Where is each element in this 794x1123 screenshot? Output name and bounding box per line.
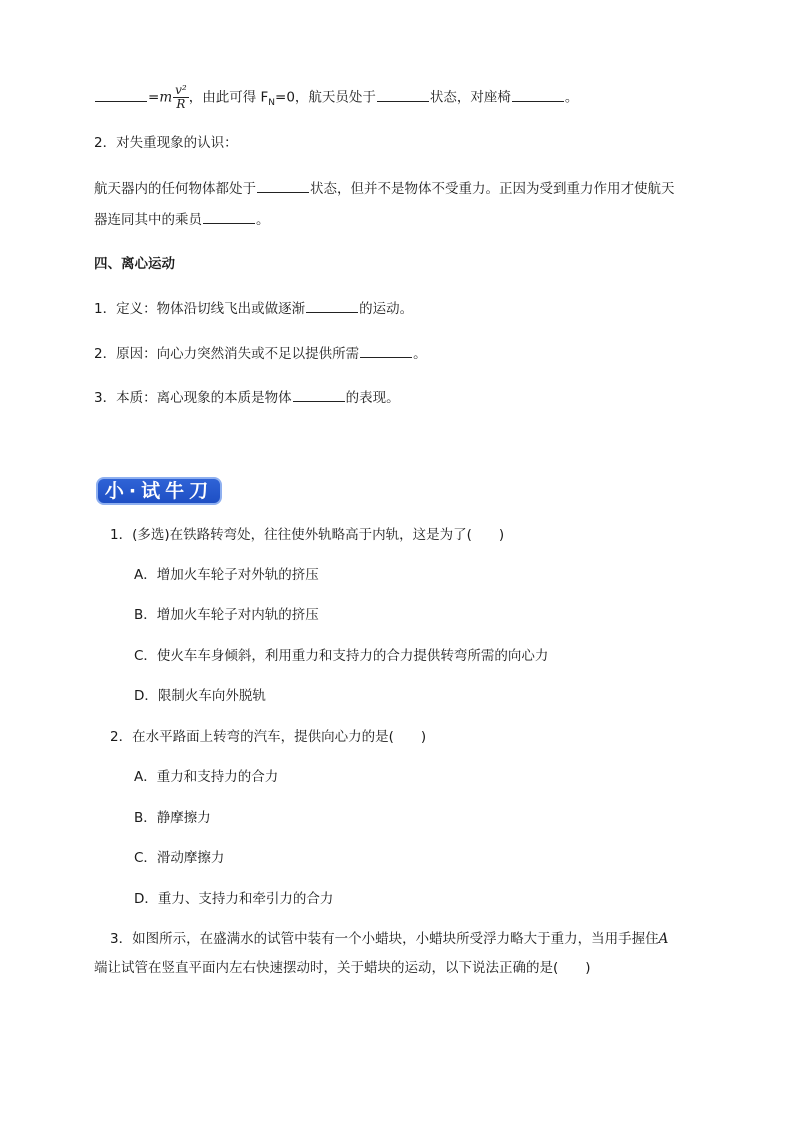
- practice-badge: 小·试牛刀: [96, 477, 222, 505]
- list-item-text: 的表现。: [345, 390, 400, 406]
- question-2-option-d[interactable]: D．重力、支持力和牵引力的合力: [134, 891, 334, 907]
- question-3-text: 3．如图所示，在盛满水的试管中装有一个小蜡块，小蜡块所受浮力略大于重力，当用手握住: [110, 931, 659, 947]
- answer-blank[interactable]: [257, 178, 309, 193]
- question-1-option-c[interactable]: C．使火车车身倾斜，利用重力和支持力的合力提供转弯所需的向心力: [134, 648, 549, 664]
- question-2-option-a[interactable]: A．重力和支持力的合力: [134, 769, 279, 785]
- list-item: [94, 387, 400, 408]
- question-2-option-b[interactable]: B．静摩擦力: [134, 810, 211, 826]
- point-label-a: A: [658, 931, 669, 947]
- paragraph-text: 。: [256, 212, 270, 228]
- paragraph-line: [94, 178, 675, 199]
- section-heading-weightlessness: 2．对失重现象的认识：: [94, 135, 238, 151]
- question-1-option-d[interactable]: D．限制火车向外脱轨: [134, 688, 266, 704]
- answer-blank[interactable]: [377, 87, 429, 102]
- fraction-denominator: R: [176, 97, 186, 111]
- section-heading-centrifugal: 四、离心运动: [94, 256, 175, 272]
- question-1-stem: 1．(多选)在铁路转弯处，往往使外轨略高于内轨，这是为了( ): [110, 527, 505, 543]
- list-item-text: 3．本质：离心现象的本质是物体: [94, 390, 292, 406]
- list-item-text: 1．定义：物体沿切线飞出或做逐渐: [94, 301, 306, 317]
- list-item: [94, 343, 427, 364]
- formula-text-1: ，由此可得 F: [188, 89, 269, 106]
- paragraph-text: 器连同其中的乘员: [94, 212, 202, 228]
- paragraph-text: 状态，但并不是物体不受重力。正因为受到重力作用才使航天: [310, 181, 675, 197]
- list-item: [94, 298, 413, 319]
- fraction-numerator: v²: [175, 83, 187, 97]
- formula-fraction: [173, 84, 189, 111]
- formula-text-3: 状态，对座椅: [429, 89, 511, 106]
- answer-blank[interactable]: [203, 209, 255, 224]
- question-3-stem-line-1: [110, 929, 668, 949]
- answer-blank[interactable]: [360, 343, 412, 358]
- paragraph-line: [94, 209, 270, 230]
- question-1-option-a[interactable]: A．增加火车轮子对外轨的挤压: [134, 567, 319, 583]
- question-3-stem-line-2: 端让试管在竖直平面内左右快速摆动时，关于蜡块的运动，以下说法正确的是( ): [94, 960, 591, 976]
- formula-line: [94, 84, 578, 113]
- formula-text-4: 。: [564, 89, 579, 106]
- question-1-option-b[interactable]: B．增加火车轮子对内轨的挤压: [134, 607, 319, 623]
- answer-blank[interactable]: [306, 298, 358, 313]
- list-item-text: 。: [413, 346, 427, 362]
- question-2-option-c[interactable]: C．滑动摩擦力: [134, 850, 225, 866]
- list-item-text: 的运动。: [359, 301, 414, 317]
- question-2-stem: 2．在水平路面上转弯的汽车，提供向心力的是( ): [110, 729, 427, 745]
- formula-text-2: =0，航天员处于: [275, 89, 376, 106]
- list-item-text: 2．原因：向心力突然消失或不足以提供所需: [94, 346, 360, 362]
- subscript-n: N: [268, 98, 276, 109]
- formula-mass: m: [159, 89, 173, 106]
- equals-sign: =: [148, 89, 160, 106]
- answer-blank[interactable]: [293, 387, 345, 402]
- answer-blank[interactable]: [95, 87, 147, 102]
- answer-blank[interactable]: [512, 87, 564, 102]
- paragraph-text: 航天器内的任何物体都处于: [94, 181, 256, 197]
